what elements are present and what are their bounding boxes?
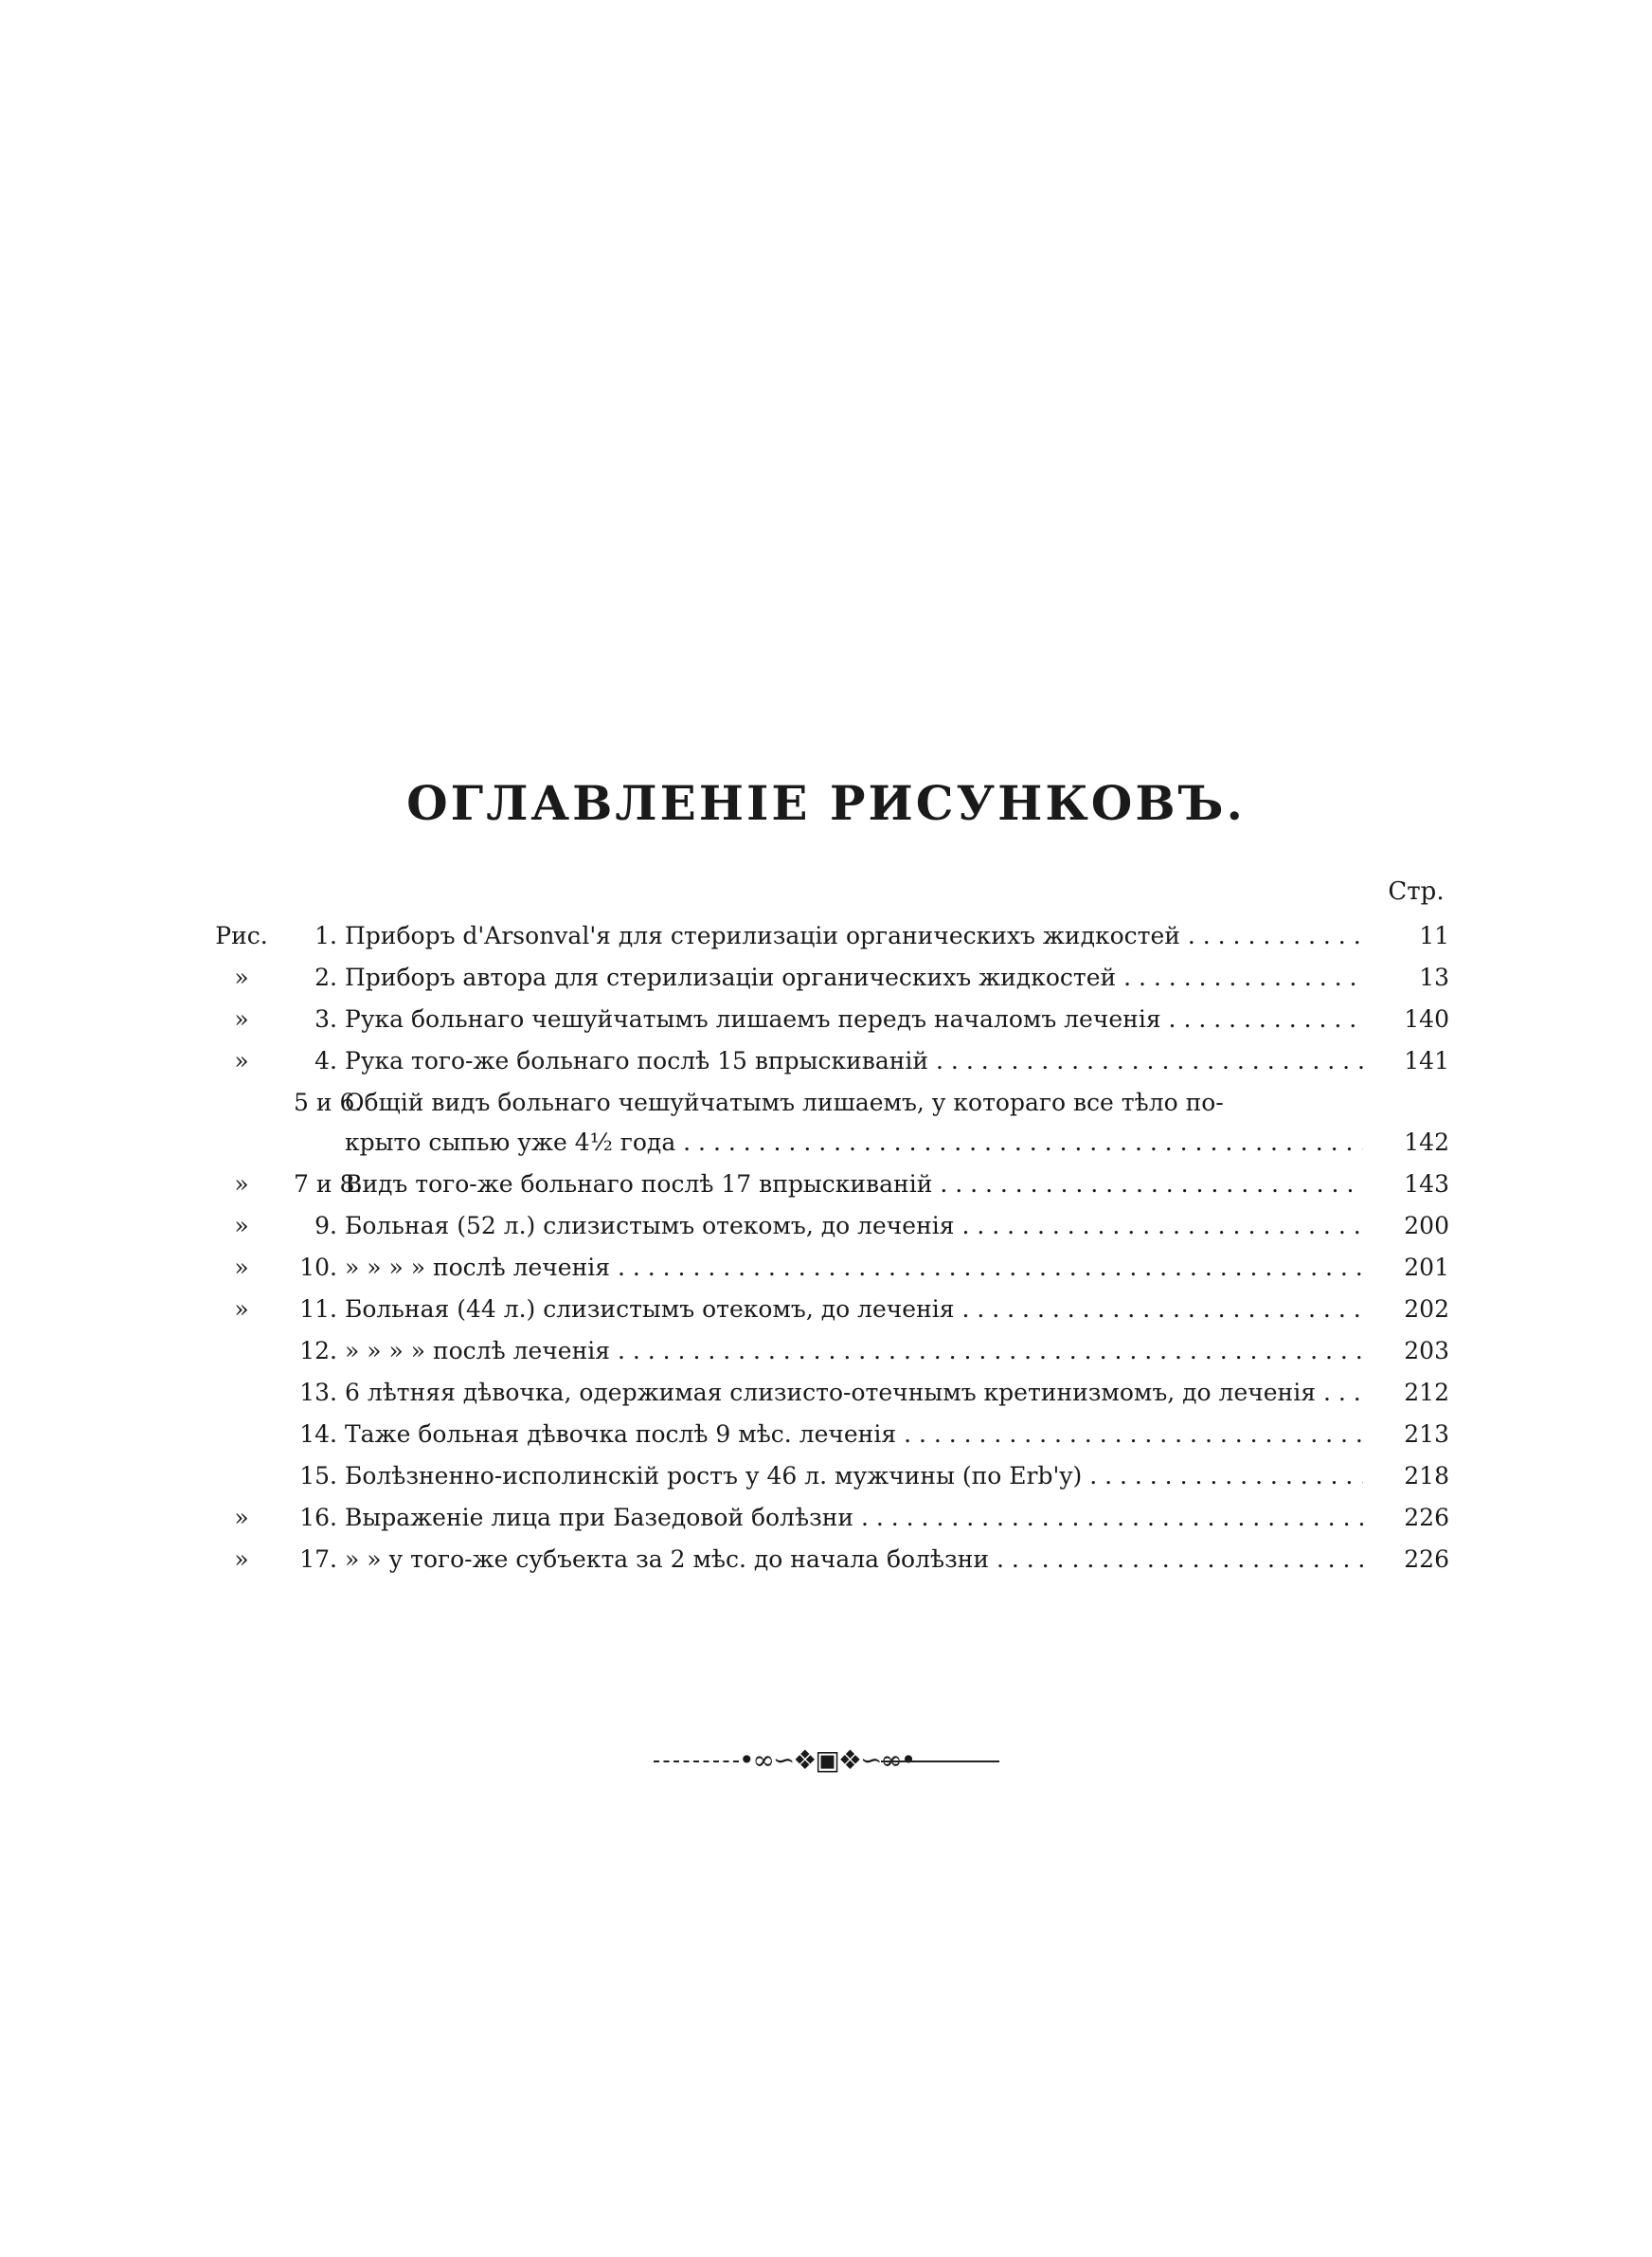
- leader-dots: [932, 1170, 1363, 1198]
- leader-dots: [955, 1295, 1363, 1323]
- entry-page: 143: [1404, 1170, 1449, 1198]
- leader-dots: [928, 1047, 1363, 1074]
- entry-page: 226: [1404, 1545, 1449, 1573]
- entry-text: Приборъ d'Arsonval'я для стерилизаціи органическихъ жидкостей: [345, 922, 1180, 949]
- entry-lead: »: [234, 1504, 249, 1531]
- entry-text-wrap: [345, 1249, 1363, 1287]
- entry-text: Приборъ автора для стерилизаціи органическихъ жидкостей: [345, 964, 1117, 991]
- entry-page: 140: [1404, 1005, 1449, 1033]
- entry-lead: Рис.: [215, 922, 268, 949]
- entry-text-wrap: [345, 1042, 1363, 1080]
- entry-lead: »: [234, 1005, 249, 1033]
- entry-text-wrap: [345, 1165, 1363, 1203]
- leader-dots: [1316, 1379, 1363, 1406]
- leader-dots: [675, 1128, 1363, 1156]
- entry-number: 15.: [299, 1462, 337, 1490]
- leader-dots: [853, 1504, 1363, 1531]
- entry-text: Выраженіе лица при Базедовой болѣзни: [345, 1504, 854, 1531]
- entry-text-wrap: [345, 1207, 1363, 1245]
- list-entry: [0, 1165, 1652, 1203]
- leader-dots: [955, 1212, 1363, 1239]
- entry-text: Видъ того-же больнаго послѣ 17 впрыскиваній: [345, 1170, 933, 1198]
- entry-text-wrap: [345, 1457, 1363, 1495]
- list-entry: [0, 1541, 1652, 1579]
- list-entry: [0, 1457, 1652, 1495]
- entry-text-wrap: [345, 1499, 1363, 1537]
- entry-text-wrap: [345, 959, 1363, 997]
- entry-number: 12.: [299, 1337, 337, 1364]
- entry-lead: »: [234, 1047, 249, 1074]
- entry-text: » » » » послѣ леченія: [345, 1337, 611, 1364]
- entry-text: Рука того-же больнаго послѣ 15 впрыскиваній: [345, 1047, 929, 1074]
- ornament-rule-left: [654, 1760, 739, 1762]
- entry-page: 203: [1404, 1337, 1449, 1364]
- entry-number: 13.: [299, 1379, 337, 1406]
- entry-text: Таже больная дѣвочка послѣ 9 мѣс. леченія: [345, 1420, 897, 1448]
- leader-dots: [1161, 1005, 1363, 1033]
- leader-dots: [989, 1545, 1363, 1573]
- entry-lead: »: [234, 1545, 249, 1573]
- entry-lead: »: [234, 1254, 249, 1281]
- entry-text: Общій видъ больнаго чешуйчатымъ лишаемъ, у котораго все тѣло по-: [345, 1089, 1224, 1116]
- list-entry: [0, 959, 1652, 997]
- entry-text: крыто сыпью уже 4½ года: [345, 1128, 676, 1156]
- ornament-flourish: •∞∽❖▣❖∽∞•: [739, 1744, 915, 1776]
- entry-text-wrap: [345, 1541, 1363, 1579]
- entry-number: 7 и 8.: [294, 1170, 363, 1198]
- entry-page: 218: [1404, 1462, 1449, 1490]
- entry-text-wrap: [345, 1416, 1363, 1454]
- entry-page: 212: [1404, 1379, 1449, 1406]
- page-title: ОГЛАВЛЕНІЕ РИСУНКОВЪ.: [406, 775, 1246, 831]
- ornament-rule-right: [881, 1760, 999, 1762]
- entry-page: 201: [1404, 1254, 1449, 1281]
- entry-lead: »: [234, 1212, 249, 1239]
- entry-page: 13: [1419, 964, 1449, 991]
- leader-dots: [610, 1254, 1363, 1281]
- entry-lead: »: [234, 1295, 249, 1323]
- leader-dots: [896, 1420, 1363, 1448]
- list-entry: [0, 1042, 1652, 1080]
- entry-number: 10.: [299, 1254, 337, 1281]
- list-entry: [0, 1207, 1652, 1245]
- entry-text: Болѣзненно-исполинскій ростъ у 46 л. мужчины (по Erb'y): [345, 1462, 1083, 1490]
- entry-text-wrap: [345, 1001, 1363, 1038]
- entry-number: 3.: [314, 1005, 337, 1033]
- entry-text-wrap: [345, 917, 1363, 955]
- list-entry: [0, 917, 1652, 955]
- page-column-header: Стр.: [1388, 877, 1445, 906]
- list-entry: [0, 1374, 1652, 1412]
- list-entry: [0, 1291, 1652, 1328]
- entry-text-wrap: [345, 1084, 1363, 1122]
- entry-text-wrap: [345, 1124, 1363, 1162]
- entry-number: 2.: [314, 964, 337, 991]
- entry-text-wrap: [345, 1374, 1363, 1412]
- entry-page: 142: [1404, 1128, 1449, 1156]
- entry-number: 17.: [299, 1545, 337, 1573]
- list-entry: [0, 1124, 1652, 1162]
- entry-number: 1.: [314, 922, 337, 949]
- entry-lead: »: [234, 964, 249, 991]
- entry-page: 200: [1404, 1212, 1449, 1239]
- entry-text: » » » » послѣ леченія: [345, 1254, 611, 1281]
- entry-number: 14.: [299, 1420, 337, 1448]
- entry-text: » » у того-же субъекта за 2 мѣс. до начала болѣзни: [345, 1545, 990, 1573]
- list-entry: [0, 1249, 1652, 1287]
- entry-page: 226: [1404, 1504, 1449, 1531]
- leader-dots: [1082, 1462, 1363, 1490]
- leader-dots: [1180, 922, 1363, 949]
- entry-number: 11.: [299, 1295, 337, 1323]
- entry-page: 11: [1419, 922, 1449, 949]
- entry-number: 4.: [314, 1047, 337, 1074]
- list-entry: [0, 1499, 1652, 1537]
- list-entry: [0, 1332, 1652, 1370]
- entry-page: 202: [1404, 1295, 1449, 1323]
- entry-text-wrap: [345, 1332, 1363, 1370]
- leader-dots: [610, 1337, 1363, 1364]
- entry-page: 213: [1404, 1420, 1449, 1448]
- entry-text: Рука больнаго чешуйчатымъ лишаемъ передъ началомъ леченія: [345, 1005, 1161, 1033]
- list-entry: [0, 1001, 1652, 1038]
- entry-number: 5 и 6.: [294, 1089, 363, 1116]
- list-entry: [0, 1416, 1652, 1454]
- entry-text: Больная (44 л.) слизистымъ отекомъ, до леченія: [345, 1295, 955, 1323]
- entry-text: 6 лѣтняя дѣвочка, одержимая слизисто-отечнымъ кретинизмомъ, до леченія: [345, 1379, 1316, 1406]
- entry-number: 16.: [299, 1504, 337, 1531]
- entry-lead: »: [234, 1170, 249, 1198]
- entry-text: Больная (52 л.) слизистымъ отекомъ, до леченія: [345, 1212, 955, 1239]
- entry-number: 9.: [314, 1212, 337, 1239]
- entry-page: 141: [1404, 1047, 1449, 1074]
- list-entry: [0, 1084, 1652, 1122]
- entry-text-wrap: [345, 1291, 1363, 1328]
- leader-dots: [1116, 964, 1363, 991]
